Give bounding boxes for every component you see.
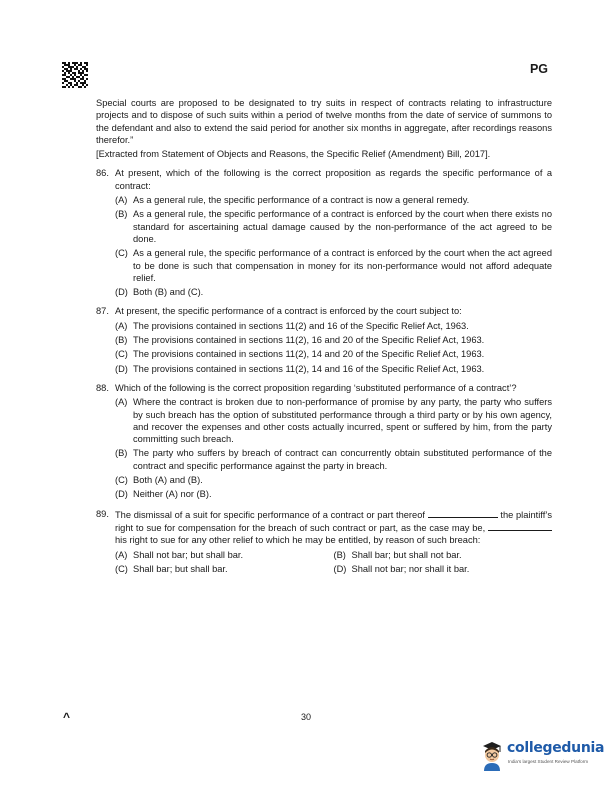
- question-text-part1: The dismissal of a suit for specific performance of a contract or part thereof: [115, 509, 425, 520]
- option-text: The provisions contained in sections 11(2), 14 and 16 of the Specific Relief Act, 1963.: [133, 363, 485, 374]
- option-d: [115, 286, 552, 298]
- option-b: [115, 447, 552, 472]
- question-88: [96, 382, 552, 501]
- option-text: As a general rule, the specific performance of a contract is enforced by the court when there exists no standard for ascertaining actual damage caused by the non-performance of the act agreed to be done.: [133, 209, 552, 244]
- intro-source: [Extracted from Statement of Objects and Reasons, the Specific Relief (Amendment) Bill, 2017].: [96, 149, 491, 160]
- option-c: [115, 247, 552, 284]
- option-label: (D): [115, 363, 128, 374]
- question-number: 88.: [96, 382, 109, 393]
- option-d: [115, 363, 552, 375]
- option-text: The provisions contained in sections 11(2) and 16 of the Specific Relief Act, 1963.: [133, 320, 469, 331]
- option-label: (A): [115, 549, 128, 560]
- option-label: (C): [115, 248, 128, 259]
- question-text: [115, 508, 552, 547]
- option-text: Shall not bar; but shall bar.: [133, 549, 244, 560]
- option-text: Shall not bar; nor shall it bar.: [351, 563, 470, 574]
- question-number: 86.: [96, 168, 109, 179]
- fill-blank: [428, 508, 498, 518]
- option-a: [115, 549, 334, 561]
- option-text: Neither (A) nor (B).: [133, 489, 212, 500]
- option-label: (D): [115, 489, 128, 500]
- question-text-part2: the plaintiff’s right to sue for compensation for the breach of such contract or part, as the case may be,: [115, 509, 552, 533]
- option-text: The party who suffers by breach of contract can concurrently obtain substituted performance of the contract and specific performance against the party in breach.: [133, 448, 552, 471]
- page-number: 30: [300, 712, 311, 722]
- option-label: (A): [115, 397, 128, 408]
- intro-passage: Special courts are proposed to be designated to try suits in respect of contracts relating to infrastructure projects and to dispose of such suits within a period of twelve months from the date of service of summons to the defendant and also to extend the said period for another six months in aggregate, after recordings reasons therefor.”: [96, 98, 552, 145]
- option-b: [115, 208, 552, 245]
- option-text: Both (B) and (C).: [133, 287, 204, 298]
- question-87: [96, 305, 552, 374]
- option-c: [115, 474, 552, 486]
- option-text: Shall bar; but shall not bar.: [351, 549, 462, 560]
- brand-tagline: India’s largest Student Review Platform: [508, 759, 589, 764]
- option-text: The provisions contained in sections 11(2), 16 and 20 of the Specific Relief Act, 1963.: [133, 335, 485, 346]
- option-a: [115, 396, 552, 445]
- option-label: (B): [115, 448, 128, 459]
- question-86: [96, 167, 552, 298]
- option-d: [115, 488, 552, 500]
- question-number: 89.: [96, 508, 109, 519]
- option-label: (B): [333, 549, 346, 560]
- option-text: As a general rule, the specific performance of a contract is now a general remedy.: [133, 195, 470, 206]
- option-label: (A): [115, 320, 128, 331]
- option-b: [334, 549, 553, 561]
- question-content: [96, 97, 552, 575]
- option-c: [115, 563, 334, 575]
- option-c: [115, 348, 552, 360]
- option-b: [115, 334, 552, 346]
- brand-name: collegedunia: [507, 740, 605, 756]
- options-row: [115, 563, 552, 575]
- option-label: (B): [115, 209, 128, 220]
- student-mascot-icon: [480, 737, 504, 771]
- options-row: [115, 549, 552, 561]
- question-text: At present, the specific performance of a contract is enforced by the court subject to:: [115, 306, 462, 317]
- option-label: (C): [115, 349, 128, 360]
- option-text: The provisions contained in sections 11(2), 14 and 20 of the Specific Relief Act, 1963.: [133, 349, 485, 360]
- collegedunia-logo: [480, 737, 605, 777]
- question-text: At present, which of the following is the correct proposition as regards the specific performance of a contract:: [115, 168, 552, 191]
- option-label: (C): [115, 563, 128, 574]
- option-d: [334, 563, 553, 575]
- option-label: (D): [115, 287, 128, 298]
- option-label: (B): [115, 335, 128, 346]
- question-text-part3: his right to sue for any other relief to which he may be entitled, by reason of such breach:: [115, 535, 481, 546]
- option-text: Where the contract is broken due to non-performance of promise by any party, the party who suffers by such breach has the option of substituted performance through a third party or by his own agency, and recover the expenses and other costs actually incurred, spent or suffered by him, from the party committing such breach.: [133, 397, 552, 445]
- fill-blank: [488, 521, 552, 531]
- option-label: (A): [115, 195, 128, 206]
- option-a: [115, 320, 552, 332]
- option-label: (C): [115, 475, 128, 486]
- series-code: PG: [529, 62, 548, 76]
- option-text: As a general rule, the specific performance of a contract is enforced by the court when the act agreed to be done is such that compensation in money for its non-performance would not afford adequate relief.: [133, 248, 552, 283]
- question-number: 87.: [96, 306, 109, 317]
- caret-mark: ^: [63, 710, 71, 724]
- option-text: Shall bar; but shall bar.: [133, 563, 228, 574]
- question-89: [96, 508, 552, 575]
- qr-code-icon: [62, 62, 88, 88]
- question-text: Which of the following is the correct proposition regarding ‘substituted performance of a contract’?: [115, 382, 517, 393]
- option-a: [115, 194, 552, 206]
- option-label: (D): [333, 563, 347, 574]
- option-text: Both (A) and (B).: [133, 475, 203, 486]
